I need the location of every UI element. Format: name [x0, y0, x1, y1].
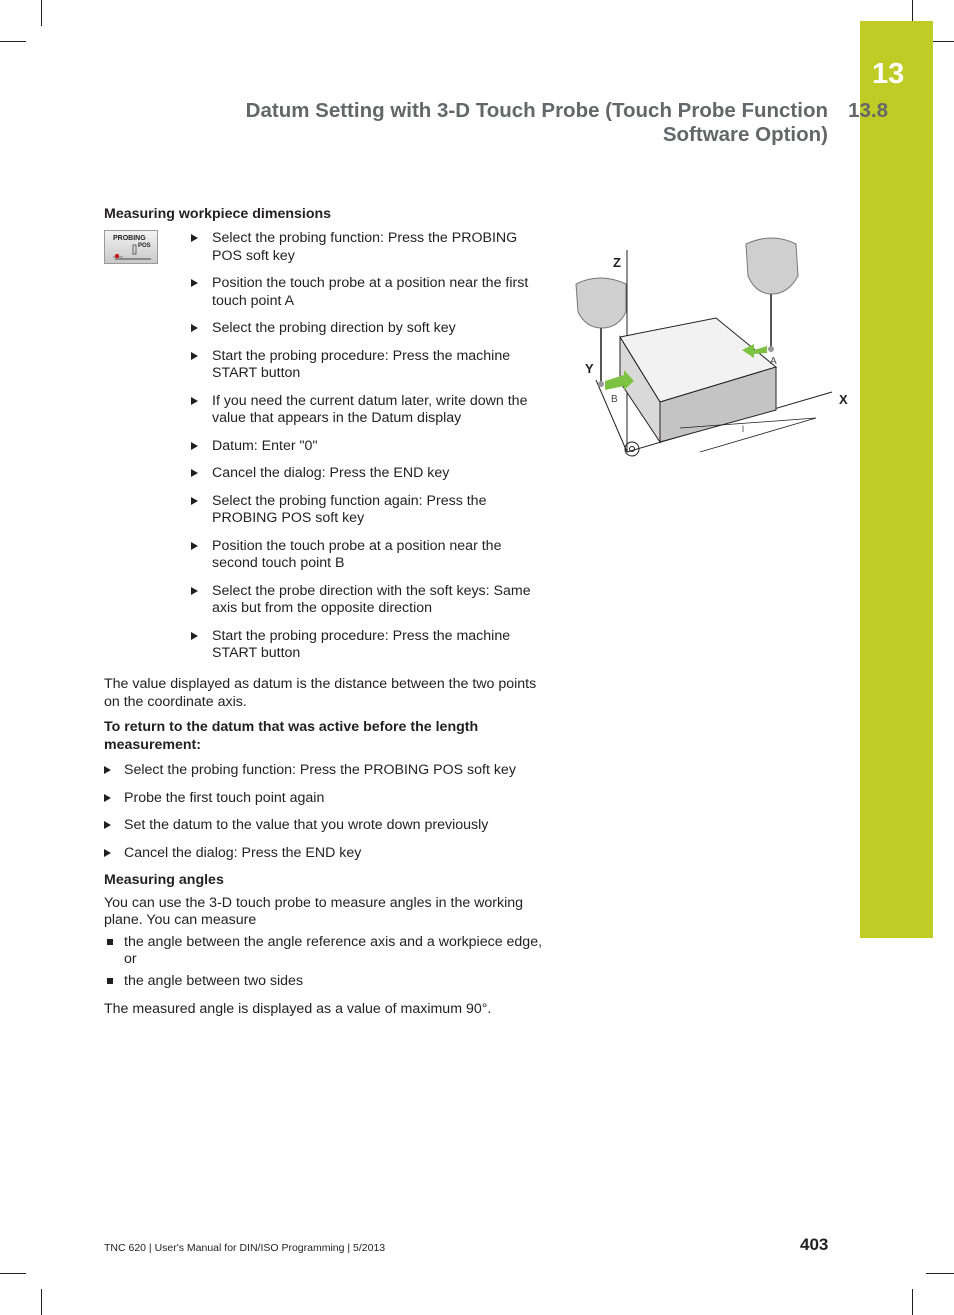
step-text: Start the probing procedure: Press the machine START button — [212, 627, 511, 661]
arrow-bullet-icon — [191, 279, 198, 287]
heading-measuring-dimensions-wrap — [104, 206, 544, 232]
softkey-label-line1: PROBING — [113, 235, 146, 242]
list-item — [104, 817, 544, 835]
distance-label: l — [742, 424, 744, 434]
arrow-bullet-icon — [104, 821, 111, 829]
step-text: Cancel the dialog: Press the END key — [212, 465, 450, 481]
touch-probe-right-icon — [746, 238, 798, 294]
crop-mark — [0, 1273, 26, 1274]
probe-tip-right — [768, 346, 774, 352]
list-item — [104, 845, 544, 863]
section-number: 13.8 — [848, 99, 888, 122]
step-text: Start the probing procedure: Press the machine START button — [212, 347, 511, 381]
crop-mark — [41, 0, 42, 26]
page-header — [245, 99, 888, 147]
step-text: Select the probing function: Press the PROBING POS soft key — [124, 762, 516, 778]
point-b-label: B — [611, 394, 618, 405]
arrow-bullet-icon — [191, 324, 198, 332]
step-text: Datum: Enter "0" — [212, 437, 318, 454]
heading-return-datum: To return to the datum that was active before the length measurement: — [104, 719, 479, 753]
angles-closing: The measured angle is displayed as a value of maximum 90°. — [104, 1001, 492, 1017]
point-a-label: A — [770, 356, 777, 367]
crop-mark — [926, 1273, 954, 1274]
list-item — [191, 275, 546, 310]
step-text: Cancel the dialog: Press the END key — [124, 844, 362, 861]
step-text: Position the touch probe at a position near the second touch point B — [212, 537, 502, 571]
axis-x-label: X — [839, 392, 848, 407]
list-item — [191, 438, 546, 456]
square-bullet-icon — [107, 978, 113, 984]
step-text: Set the datum to the value that you wrote down previously — [124, 817, 489, 833]
chapter-tab — [860, 21, 933, 938]
arrow-bullet-icon — [104, 849, 111, 857]
probe-tip-left — [598, 381, 604, 387]
heading-measuring-dimensions: Measuring workpiece dimensions — [104, 206, 332, 222]
softkey-label-line2: POS — [138, 243, 151, 249]
arrow-bullet-icon — [104, 766, 111, 774]
probing-pos-softkey — [104, 230, 158, 264]
step-text: Select the probing function again: Press the PROBING POS soft key — [212, 492, 487, 526]
header-title-line1: Datum Setting with 3-D Touch Probe (Touch Probe Function — [245, 99, 828, 122]
arrow-bullet-icon — [191, 469, 198, 477]
arrow-bullet-icon — [191, 542, 198, 550]
arrow-bullet-icon — [191, 632, 198, 640]
list-item — [104, 762, 544, 780]
heading-measuring-angles: Measuring angles — [104, 872, 224, 888]
arrow-bullet-icon — [191, 442, 198, 450]
chapter-number: 13 — [872, 58, 905, 90]
angles-intro: You can use the 3-D touch probe to measure angles in the working plane. You can measure — [104, 894, 524, 928]
list-item — [104, 790, 544, 808]
list-item — [191, 348, 546, 383]
list-item — [191, 465, 546, 483]
list-item — [104, 934, 544, 969]
list-item — [191, 583, 546, 618]
list-item — [104, 973, 544, 991]
arrow-bullet-icon — [191, 397, 198, 405]
list-item — [191, 320, 546, 338]
list-item — [191, 230, 546, 265]
list-item — [191, 393, 546, 428]
arrow-bullet-icon — [191, 234, 198, 242]
list-item — [191, 493, 546, 528]
probe-diagram — [570, 232, 860, 472]
step-text: Select the probing direction by soft key — [212, 320, 456, 336]
footer-text: TNC 620 | User's Manual for DIN/ISO Programming | 5/2013 — [104, 1242, 386, 1254]
step-text: Select the probe direction with the soft keys: Same axis but from the opposite direction — [212, 582, 531, 616]
axis-z-label: Z — [613, 255, 621, 270]
crop-mark — [41, 1289, 42, 1315]
softkey-probe-icon — [105, 231, 159, 265]
arrow-bullet-icon — [191, 352, 198, 360]
list-item — [191, 628, 546, 663]
crop-mark — [912, 1289, 913, 1315]
measuring-steps-list — [191, 230, 546, 673]
result-text: The value displayed as datum is the distance between the two points on the coordinate axis. — [104, 676, 537, 710]
return-steps-list — [104, 762, 544, 862]
step-text: If you need the current datum later, write down the value that appears in the Datum display — [212, 392, 528, 426]
lower-content — [104, 676, 544, 1019]
arrow-bullet-icon — [191, 497, 198, 505]
arrow-bullet-icon — [191, 587, 198, 595]
page-number: 403 — [800, 1235, 829, 1254]
square-bullet-icon — [107, 939, 113, 945]
header-title-line2: Software Option) — [662, 123, 828, 146]
step-text: Position the touch probe at a position near the first touch point A — [212, 275, 529, 309]
step-text: Probe the first touch point again — [124, 789, 325, 806]
crop-mark — [0, 41, 26, 42]
y-axis-line — [596, 380, 627, 452]
list-item — [191, 538, 546, 573]
arrow-bullet-icon — [104, 794, 111, 802]
bullet-text: the angle between two sides — [124, 972, 304, 989]
bullet-text: the angle between the angle reference axis and a workpiece edge, or — [124, 933, 543, 967]
step-text: Select the probing function: Press the PROBING POS soft key — [212, 230, 518, 264]
axis-y-label: Y — [585, 361, 594, 376]
touch-probe-left-icon — [576, 278, 626, 328]
